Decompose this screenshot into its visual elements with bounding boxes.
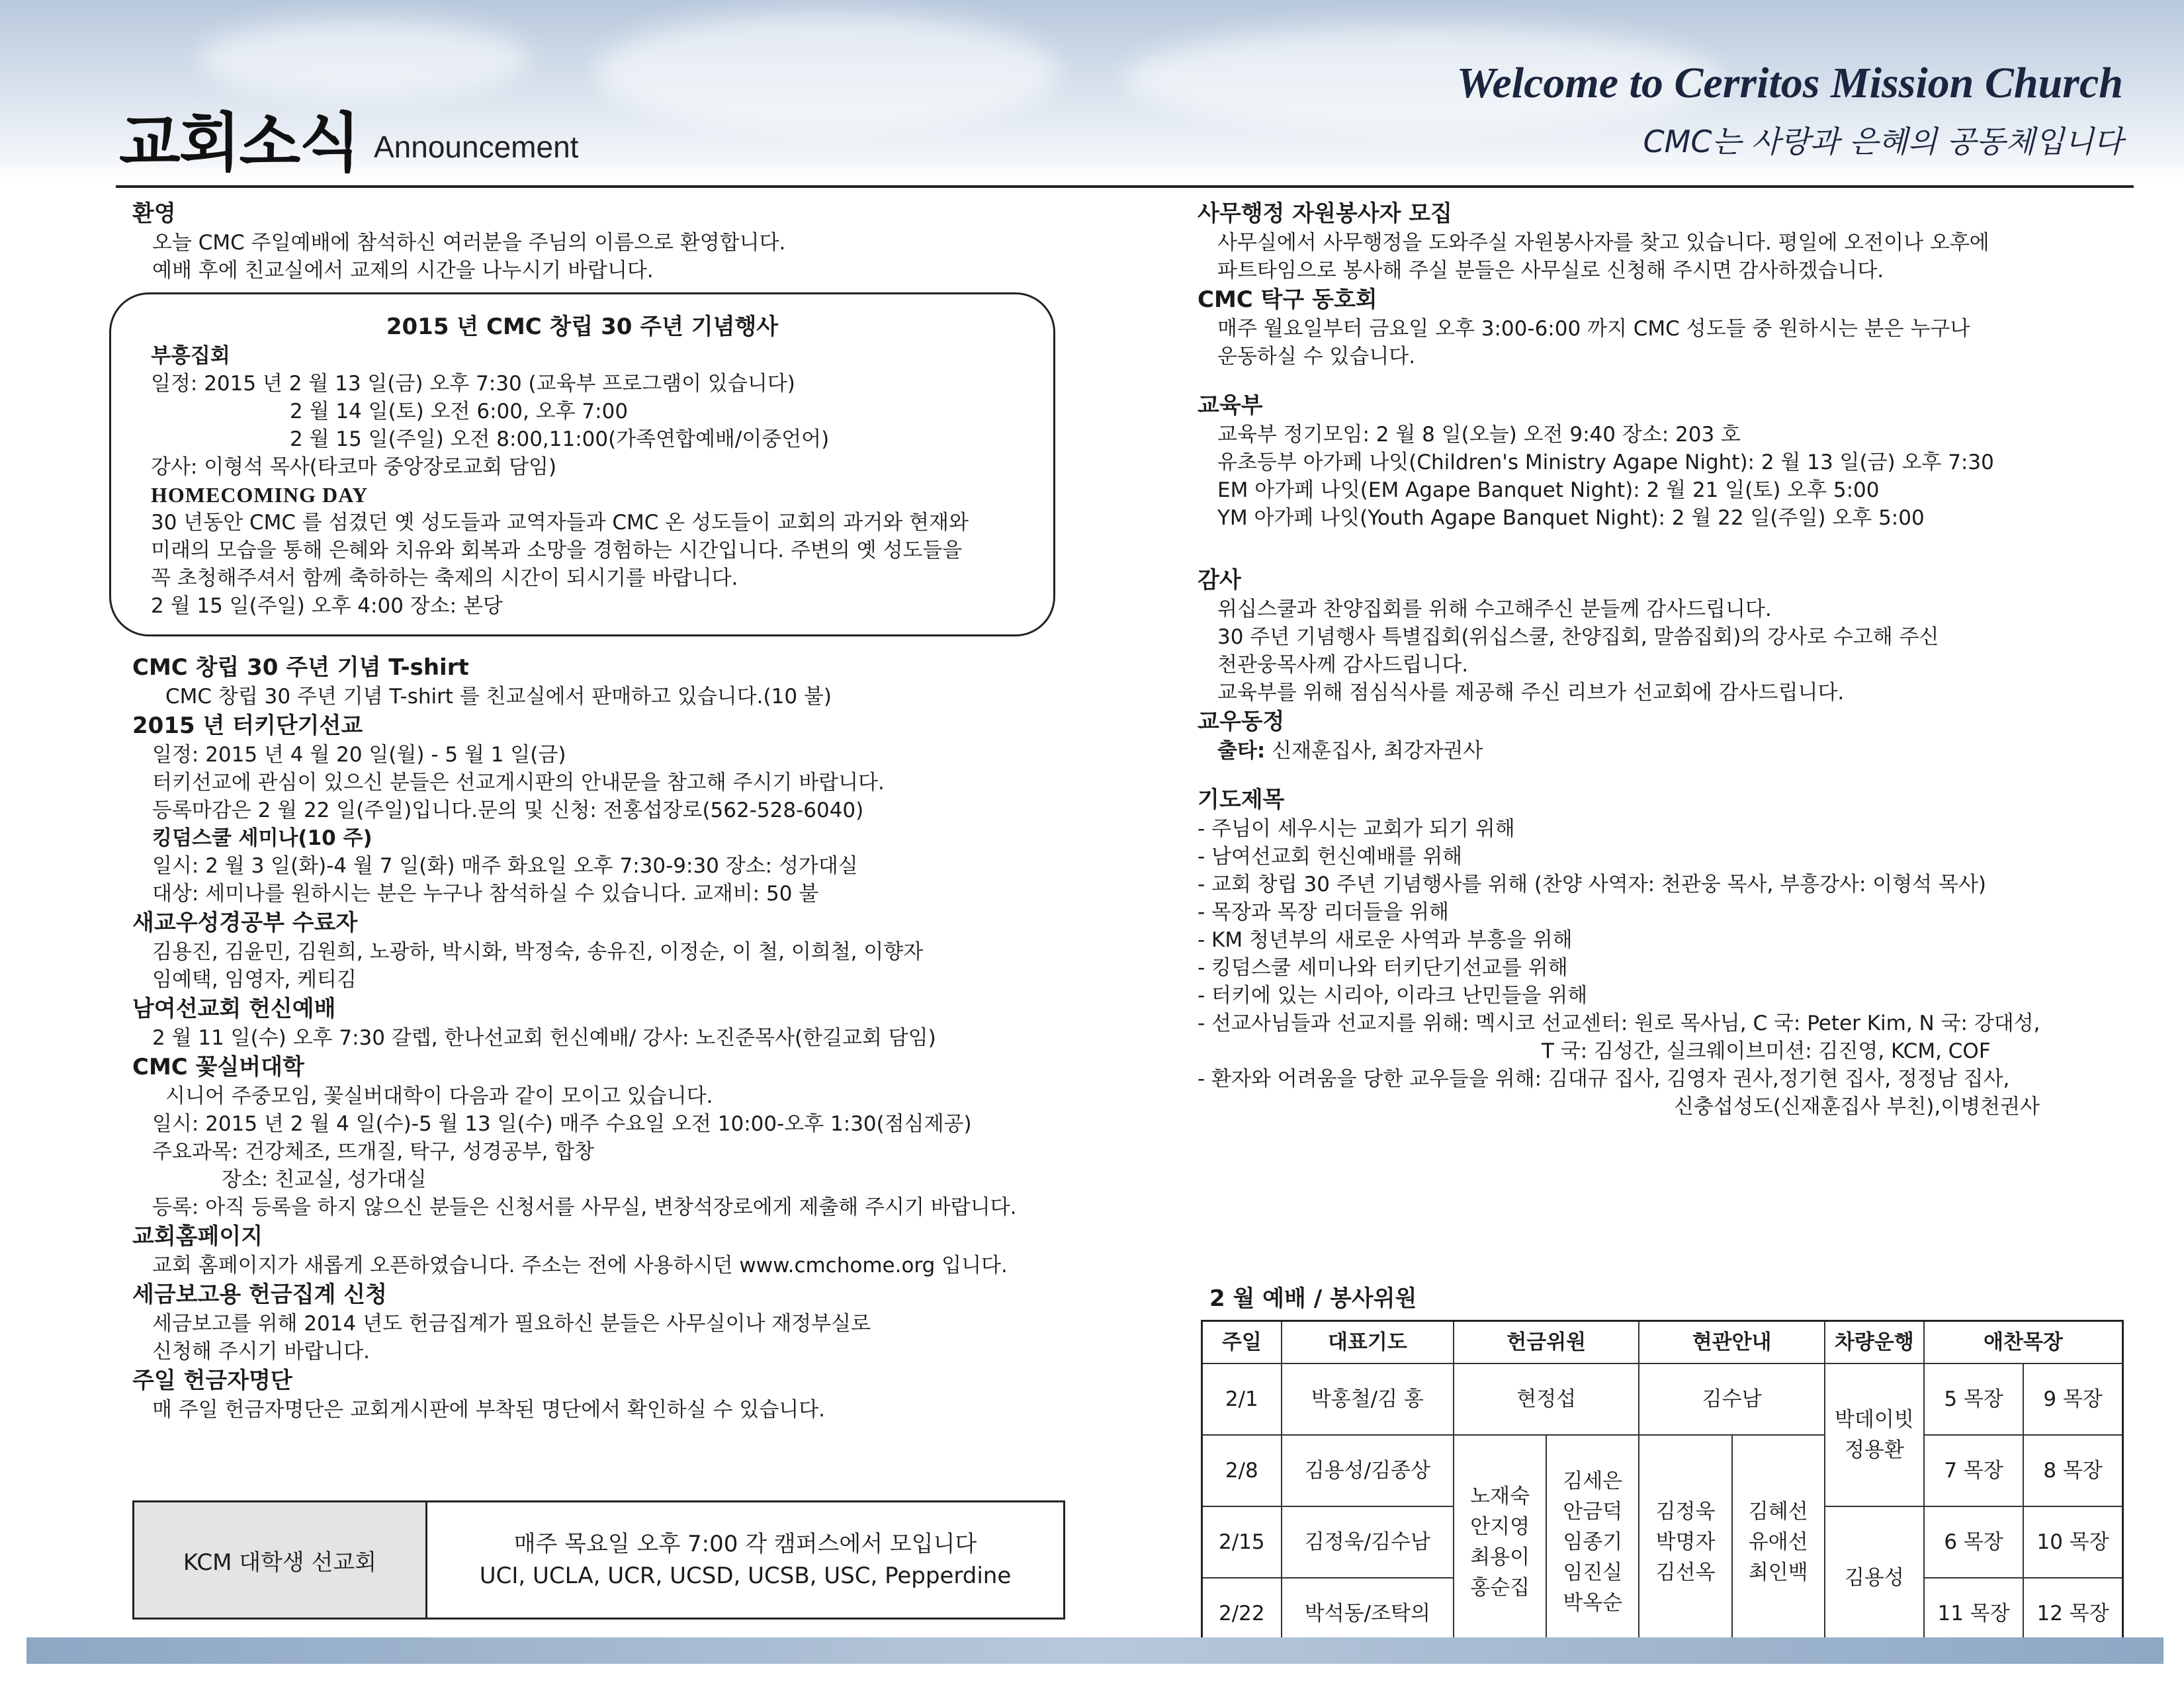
section-heading: CMC 꽃실버대학 [132, 1054, 304, 1080]
table-row [1202, 1435, 2123, 1506]
homecoming-heading: HOMECOMING DAY [151, 483, 369, 507]
name: 노재숙 [1470, 1485, 1530, 1508]
cloud-decoration [198, 20, 529, 99]
text-line: 30 년동안 CMC 를 섬겼던 옛 성도들과 교역자들과 CMC 온 성도들이 교회의 과거와 현재와 [151, 511, 969, 535]
name: 최용이 [1470, 1545, 1530, 1569]
section-heading: CMC 창립 30 주년 기념 T-shirt [132, 654, 469, 681]
section-heading: 사무행정 자원봉사자 모집 [1198, 200, 1452, 227]
text-line: 장소: 친교실, 성가대실 [222, 1168, 427, 1191]
section-heading: 세금보고용 헌금집계 신청 [132, 1281, 387, 1308]
name: 임진실 [1563, 1561, 1623, 1584]
prayer-item: - 환자와 어려움을 당한 교우들을 위해: 김대규 집사, 김영자 권사,정기현 집사, 정정남 집사, [1198, 1067, 2010, 1091]
text-line: 등록: 아직 등록을 하지 않으신 분들은 신청서를 사무실, 변창석장로에게 제출해 주시기 바랍니다. [152, 1195, 1017, 1219]
fellowship-cell: 7 목장 [1924, 1435, 2023, 1506]
schedule-table [1201, 1320, 2124, 1651]
text-line: 교육부를 위해 점심식사를 제공해 주신 리브가 선교회에 감사드립니다. [1217, 681, 1845, 705]
text-line: 사무실에서 사무행정을 도와주실 자원봉사자를 찾고 있습니다. 평일에 오전이나 오후에 [1217, 231, 1989, 255]
fellowship-cell: 5 목장 [1924, 1363, 2023, 1435]
anniversary-box [109, 292, 1055, 636]
name: 김혜선 [1748, 1500, 1808, 1524]
name: 안지영 [1470, 1515, 1530, 1539]
prayer-cell: 박홍철/김 홍 [1282, 1363, 1454, 1435]
text-line: 대상: 세미나를 원하시는 분은 누구나 참석하실 수 있습니다. 교재비: 50 불 [152, 882, 819, 906]
table-row [1202, 1363, 2123, 1435]
text-line: 일정: 2015 년 2 월 13 일(금) 오후 7:30 (교육부 프로그램이 있습니다) [151, 372, 795, 396]
prayer-cell: 김용성/김종상 [1282, 1435, 1454, 1506]
spacer [1198, 532, 2137, 565]
name: 임종기 [1563, 1530, 1623, 1554]
date-cell: 2/1 [1202, 1363, 1282, 1435]
section-heading: 기도제목 [1198, 787, 1285, 813]
footer-bar [26, 1637, 2163, 1664]
date-cell: 2/8 [1202, 1435, 1282, 1506]
name: 김정욱 [1655, 1500, 1716, 1524]
text-line: 일정: 2015 년 4 월 20 일(월) - 5 월 1 일(금) [152, 743, 566, 767]
table-header-row [1202, 1321, 2123, 1364]
section-heading: 감사 [1198, 567, 1241, 593]
name: 박옥순 [1563, 1591, 1623, 1615]
name: 정용환 [1844, 1438, 1904, 1462]
text-line: 유초등부 아가페 나잇(Children's Ministry Agape Night): 2 월 13 일(금) 오후 7:30 [1217, 451, 1994, 474]
fellowship-cell: 10 목장 [2023, 1506, 2122, 1578]
spacer [1198, 765, 2137, 785]
name: 김세은 [1563, 1469, 1623, 1493]
text-line: 30 주년 기념행사 특별집회(위십스쿨, 찬양집회, 말씀집회)의 강사로 수고해 주신 [1217, 625, 1939, 649]
section-heading: 교우동정 [1198, 709, 1285, 735]
kcm-box [132, 1500, 1065, 1620]
column-header: 현관안내 [1639, 1321, 1824, 1364]
section-heading: 교회홈페이지 [132, 1223, 263, 1250]
usher-cell [1732, 1435, 1825, 1650]
text-line: 등록마감은 2 월 22 일(주일)입니다.문의 및 신청: 전홍섭장로(562-528-6040) [152, 799, 864, 822]
cloud-decoration [595, 13, 1059, 132]
text-line [1198, 737, 2137, 765]
spacer [1198, 370, 2137, 390]
prayer-item-continued: 신충섭성도(신재훈집사 부친),이병천권사 [1674, 1095, 2040, 1119]
schedule-title: 2 월 예배 / 봉사위원 [1209, 1285, 1417, 1312]
section-heading: 주일 헌금자명단 [132, 1367, 292, 1394]
text-line: 강사: 이형석 목사(타코마 중앙장로교회 담임) [151, 455, 557, 479]
name: 박명자 [1655, 1530, 1716, 1554]
fellowship-cell: 9 목장 [2023, 1363, 2122, 1435]
column-header: 차량운행 [1825, 1321, 1924, 1364]
text-line: 운동하실 수 있습니다. [1217, 345, 1416, 368]
church-tagline: CMC는 사랑과 은혜의 공동체입니다 [1643, 124, 2123, 159]
prayer-item: - KM 청년부의 새로운 사역과 부흥을 위해 [1198, 928, 1573, 952]
text-line: 매 주일 헌금자명단은 교회게시판에 부착된 명단에서 확인하실 수 있습니다. [152, 1398, 826, 1422]
text-line: 천관웅목사께 감사드립니다. [1217, 653, 1469, 677]
driver-cell: 김용성 [1825, 1506, 1924, 1650]
text-line: 2 월 11 일(수) 오후 7:30 갈렙, 한나선교회 헌신예배/ 강사: 노진준목사(한길교회 담임) [152, 1026, 936, 1050]
name: 박데이빗 [1834, 1408, 1914, 1432]
prayer-item: - 킹덤스쿨 세미나와 터키단기선교를 위해 [1198, 956, 1568, 980]
text-line: 매주 월요일부터 금요일 오후 3:00-6:00 까지 CMC 성도들 중 원하시는 분은 누구나 [1217, 317, 1970, 341]
section-heading: 2015 년 터키단기선교 [132, 713, 363, 739]
column-header: 주일 [1202, 1321, 1282, 1364]
prayer-item-continued: T 국: 김성간, 실크웨이브미션: 김진영, KCM, COF [1542, 1039, 1991, 1063]
text-line: 시니어 주중모임, 꽃실버대학이 다음과 같이 모이고 있습니다. [165, 1084, 713, 1108]
section-heading: 교육부 [1198, 392, 1263, 419]
text-line: 2 월 15 일(주일) 오후 4:00 장소: 본당 [151, 594, 503, 618]
fellowship-cell: 6 목장 [1924, 1506, 2023, 1578]
prayer-item: - 남여선교회 헌신예배를 위해 [1198, 845, 1463, 869]
text-line: 터키선교에 관심이 있으신 분들은 선교게시판의 안내문을 참고해 주시기 바랍니다. [152, 771, 885, 795]
text-line: 꼭 초청해주셔서 함께 축하하는 축제의 시간이 되시기를 바랍니다. [151, 566, 738, 590]
text-line: YM 아가페 나잇(Youth Agape Banquet Night): 2 월 22 일(주일) 오후 5:00 [1217, 506, 1925, 530]
header-divider [116, 185, 2134, 188]
prayer-item: - 터키에 있는 시리아, 이라크 난민들을 위해 [1198, 984, 1588, 1008]
column-header: 헌금위원 [1454, 1321, 1639, 1364]
prayer-item: - 주님이 세우시는 교회가 되기 위해 [1198, 817, 1515, 841]
text-line: 김용진, 김윤민, 김원희, 노광하, 박시화, 박정숙, 송유진, 이정순, 이 철, 이희철, 이향자 [152, 940, 924, 964]
offering-cell [1454, 1435, 1546, 1650]
name: 김선옥 [1655, 1561, 1716, 1584]
prayer-cell: 김정욱/김수남 [1282, 1506, 1454, 1578]
text-line: 예배 후에 친교실에서 교제의 시간을 나누시기 바랍니다. [152, 259, 654, 282]
member-names: 신재훈집사, 최강자권사 [1272, 739, 1483, 763]
text-line: 2 월 15 일(주일) 오전 8:00,11:00(가족연합예배/이중언어) [290, 427, 830, 451]
text-line: 일시: 2015 년 2 월 4 일(수)-5 월 13 일(수) 매주 수요일 오전 10:00-오후 1:30(점심제공) [152, 1112, 972, 1136]
text-line: 신청해 주시기 바랍니다. [152, 1340, 371, 1363]
name: 유애선 [1748, 1530, 1808, 1554]
usher-cell: 김수남 [1639, 1363, 1824, 1435]
prayer-item: - 교회 창립 30 주년 기념행사를 위해 (찬양 사역자: 천관웅 목사, 부흥강사: 이형석 목사) [1198, 873, 1986, 896]
text-line: 매주 목요일 오후 7:00 각 캠퍼스에서 모입니다 [513, 1531, 977, 1557]
text-line: 오늘 CMC 주일예배에 참석하신 여러분을 주님의 이름으로 환영합니다. [152, 231, 786, 255]
text-line: 미래의 모습을 통해 은혜와 치유와 회복과 소망을 경험하는 시간입니다. 주변의 옛 성도들을 [151, 539, 963, 562]
page-title: 교회소식 [119, 106, 359, 180]
section-subheading: 부흥집회 [151, 344, 230, 368]
text-line: 주요과목: 건강체조, 뜨개질, 탁구, 성경공부, 합창 [152, 1140, 595, 1164]
prayer-item: - 목장과 목장 리더들을 위해 [1198, 900, 1450, 924]
offering-cell: 현정섭 [1454, 1363, 1639, 1435]
text-line: 일시: 2 월 3 일(화)-4 월 7 일(화) 매주 화요일 오후 7:30-9:30 장소: 성가대실 [152, 854, 858, 878]
kcm-label: KCM 대학생 선교회 [134, 1502, 427, 1618]
date-cell: 2/22 [1202, 1578, 1282, 1650]
name: 최인백 [1748, 1561, 1808, 1584]
offering-cell [1546, 1435, 1639, 1650]
column-header: 대표기도 [1282, 1321, 1454, 1364]
column-header: 애찬목장 [1924, 1321, 2123, 1364]
text-line: 교육부 정기모임: 2 월 8 일(오늘) 오전 9:40 장소: 203 호 [1217, 423, 1741, 447]
text-line: 세금보고를 위해 2014 년도 헌금집계가 필요하신 분들은 사무실이나 재정부실로 [152, 1312, 871, 1336]
page-subtitle: Announcement [374, 130, 579, 164]
text-line: 2 월 14 일(토) 오전 6:00, 오후 7:00 [290, 400, 629, 423]
fellowship-cell: 11 목장 [1924, 1578, 2023, 1650]
prayer-cell: 박석동/조탁의 [1282, 1578, 1454, 1650]
text-line: EM 아가페 나잇(EM Agape Banquet Night): 2 월 21 일(토) 오후 5:00 [1217, 478, 1880, 502]
text-line: 파트타임으로 봉사해 주실 분들은 사무실로 신청해 주시면 감사하겠습니다. [1217, 259, 1884, 282]
section-heading: 새교우성경공부 수료자 [132, 910, 358, 936]
left-column [132, 198, 1085, 1424]
member-label: 출타: [1217, 739, 1266, 763]
driver-cell [1825, 1363, 1924, 1506]
text-line: CMC 창립 30 주년 기념 T-shirt 를 친교실에서 판매하고 있습니다.(10 불) [165, 685, 832, 709]
section-heading: CMC 탁구 동호회 [1198, 286, 1377, 313]
name: 안금덕 [1563, 1500, 1623, 1524]
welcome-banner: Welcome to Cerritos Mission Church [1456, 59, 2123, 107]
text-line: 위십스쿨과 찬양집회를 위해 수고해주신 분들께 감사드립니다. [1217, 597, 1772, 621]
right-column [1198, 198, 2137, 1121]
text-line: 교회 홈페이지가 새롭게 오픈하였습니다. 주소는 전에 사용하시던 www.cmchome.org 입니다. [152, 1254, 1008, 1277]
fellowship-cell: 8 목장 [2023, 1435, 2122, 1506]
text-line: 임예택, 임영자, 케티김 [152, 968, 357, 992]
section-subheading: 킹덤스쿨 세미나(10 주) [152, 826, 372, 850]
fellowship-cell: 12 목장 [2023, 1578, 2122, 1650]
section-heading: 남여선교회 헌신예배 [132, 996, 336, 1022]
page-header [0, 0, 2184, 185]
prayer-item: - 선교사님들과 선교지를 위해: 멕시코 선교센터: 원로 목사님, C 국: Peter Kim, N 국: 강대성, [1198, 1012, 2040, 1035]
name: 홍순집 [1470, 1576, 1530, 1600]
date-cell: 2/15 [1202, 1506, 1282, 1578]
box-title: 2015 년 CMC 창립 30 주년 기념행사 [386, 314, 779, 340]
text-line: UCI, UCLA, UCR, UCSD, UCSB, USC, Pepperdine [479, 1563, 1012, 1589]
usher-cell [1639, 1435, 1731, 1650]
kcm-description [427, 1502, 1063, 1618]
section-heading: 환영 [132, 200, 176, 227]
